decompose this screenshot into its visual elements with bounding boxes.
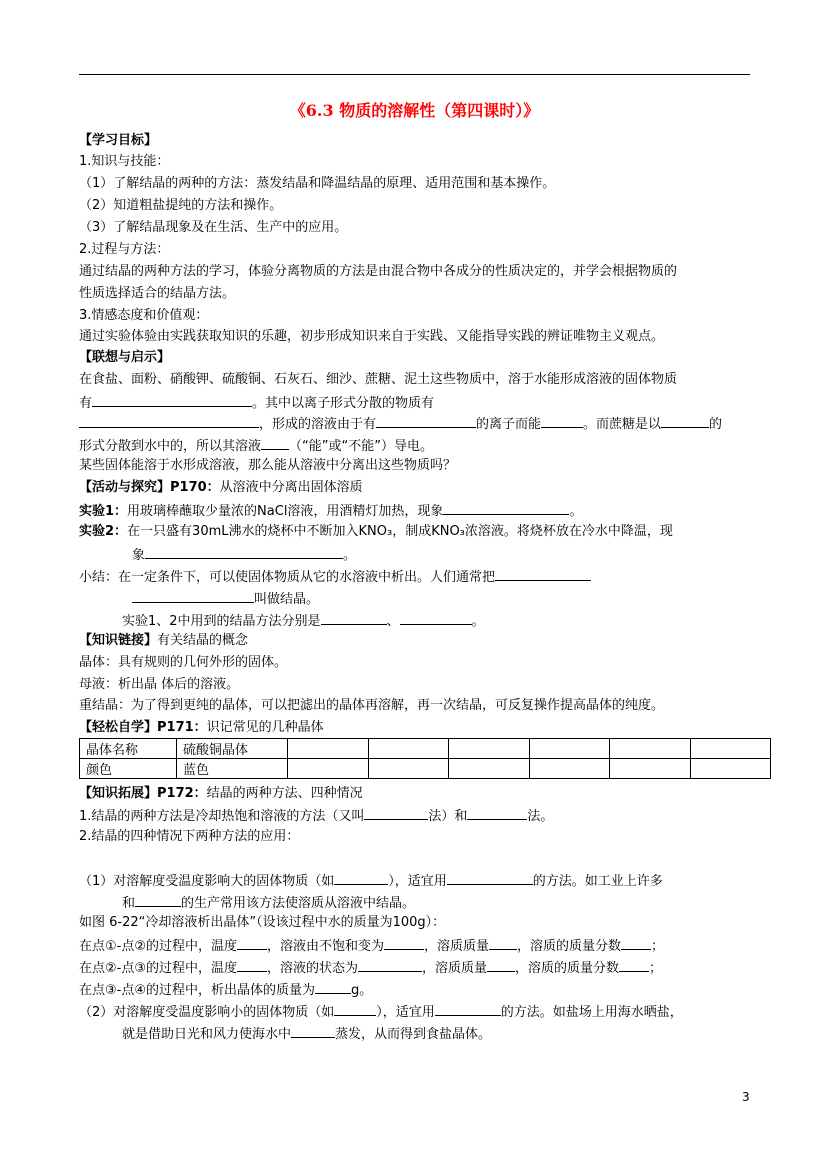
page-number: 3 xyxy=(742,1090,750,1104)
text-line: 2.结晶的四种情况下两种方法的应用： xyxy=(79,829,300,844)
text-line: 和 的生产常用该方法使溶质从溶液中结晶。 xyxy=(122,893,415,913)
answer-blank[interactable] xyxy=(79,414,259,428)
text-line: 在点②-点③的过程中，温度 ，溶液的状态为 ，溶质质量 ，溶质的质量分数 ； xyxy=(79,958,662,978)
answer-blank[interactable] xyxy=(621,936,651,950)
answer-blank[interactable] xyxy=(321,611,387,625)
text-line: 象 。 xyxy=(132,545,356,565)
table-cell: 蓝色 xyxy=(177,759,288,779)
text-line: 性质选择适合的结晶方法。 xyxy=(79,286,236,301)
table-cell xyxy=(449,739,530,759)
table-cell xyxy=(368,739,449,759)
answer-blank[interactable] xyxy=(443,501,569,515)
text-line: 实验1：用玻璃棒蘸取少量浓的NaCl溶液，用酒精灯加热，现象 。 xyxy=(79,501,582,521)
text-line: 3.情感态度和价值观： xyxy=(79,308,209,323)
text-line: 2.过程与方法： xyxy=(79,242,170,257)
answer-blank[interactable] xyxy=(364,806,428,820)
text-line: 小结：在一定条件下，可以使固体物质从它的水溶液中析出。人们通常把 xyxy=(79,567,591,587)
answer-blank[interactable] xyxy=(661,414,709,428)
section-heading-association: 【联想与启示】 xyxy=(79,350,171,365)
answer-blank[interactable] xyxy=(315,980,351,994)
table-cell xyxy=(449,759,530,779)
answer-blank[interactable] xyxy=(145,545,343,559)
text-line: 叫做结晶。 xyxy=(132,589,319,609)
answer-blank[interactable] xyxy=(92,393,252,407)
text-line: （1）对溶解度受温度影响大的固体物质（如 ），适宜用 的方法。如工业上许多 xyxy=(79,871,663,891)
text-line: 1.结晶的两种方法是冷却热饱和溶液的方法（又叫 法）和 法。 xyxy=(79,806,553,826)
text-line: 实验1、2中用到的结晶方法分别是 、 。 xyxy=(122,611,485,631)
answer-blank[interactable] xyxy=(261,436,289,450)
answer-blank[interactable] xyxy=(467,806,527,820)
text-line: 1.知识与技能： xyxy=(79,154,170,169)
text-line: ，形成的溶液由于有 的离子而能 。而蔗糖是以 的 xyxy=(79,414,722,434)
text-line: 【轻松自学】P171：识记常见的几种晶体 xyxy=(79,720,324,735)
table-cell xyxy=(288,759,369,779)
table-cell xyxy=(529,739,610,759)
text-line: （2）对溶解度受温度影响小的固体物质（如 ），适宜用 的方法。如盐场上用海水晒盐， xyxy=(79,1002,683,1022)
answer-blank[interactable] xyxy=(435,1002,501,1016)
table-cell xyxy=(690,739,771,759)
table-cell xyxy=(368,759,449,779)
text-line: 实验2：在一只盛有30mL沸水的烧杯中不断加入KNO₃，制成KNO₃浓溶液。将烧杯放在冷水中降温，现 xyxy=(79,524,673,539)
answer-blank[interactable] xyxy=(619,958,649,972)
text-line: 就是借助日光和风力使海水中 蒸发，从而得到食盐晶体。 xyxy=(122,1024,491,1044)
crystal-table xyxy=(79,738,771,779)
table-cell xyxy=(690,759,771,779)
text-line: 通过结晶的两种方法的学习，体验分离物质的方法是由混合物中各成分的性质决定的，并学会根据物质的 xyxy=(79,264,678,279)
text-line: 在食盐、面粉、硝酸钾、硫酸铜、石灰石、细沙、蔗糖、泥土这些物质中，溶于水能形成溶液的固体物质 xyxy=(79,372,678,387)
answer-blank[interactable] xyxy=(237,936,267,950)
text-line: 有 。其中以离子形式分散的物质有 xyxy=(79,393,434,413)
answer-blank[interactable] xyxy=(384,936,424,950)
answer-blank[interactable] xyxy=(135,893,181,907)
table-row xyxy=(80,759,771,779)
text-line: 在点③-点④的过程中，析出晶体的质量为 g。 xyxy=(79,980,372,1000)
answer-blank[interactable] xyxy=(376,414,476,428)
text-line: （1）了解结晶的两种的方法：蒸发结晶和降温结晶的原理、适用范围和基本操作。 xyxy=(79,176,556,191)
text-line: 【知识链接】有关结晶的概念 xyxy=(79,633,249,648)
text-line: 如图 6-22“冷却溶液析出晶体”（设该过程中水的质量为100g）： xyxy=(79,915,446,930)
answer-blank[interactable] xyxy=(334,871,388,885)
answer-blank[interactable] xyxy=(489,936,517,950)
table-cell xyxy=(610,739,691,759)
text-line: 【知识拓展】P172：结晶的两种方法、四种情况 xyxy=(79,786,363,801)
answer-blank[interactable] xyxy=(447,871,533,885)
section-heading-objectives: 【学习目标】 xyxy=(79,133,158,148)
table-cell: 硫酸铜晶体 xyxy=(177,739,288,759)
table-cell xyxy=(288,739,369,759)
text-line: 重结晶：为了得到更纯的晶体，可以把滤出的晶体再溶解，再一次结晶，可反复操作提高晶体的纯度。 xyxy=(79,698,665,713)
text-line: 【活动与探究】P170：从溶液中分离出固体溶质 xyxy=(79,480,363,495)
text-line: 晶体：具有规则的几何外形的固体。 xyxy=(79,655,288,670)
answer-blank[interactable] xyxy=(132,589,254,603)
answer-blank[interactable] xyxy=(400,611,472,625)
page-title: 《6.3 物质的溶解性（第四课时）》 xyxy=(289,101,540,120)
table-cell xyxy=(529,759,610,779)
text-line: 某些固体能溶于水形成溶液，那么能从溶液中分离出这些物质吗？ xyxy=(79,458,457,473)
header-rule xyxy=(79,74,750,75)
text-line: 在点①-点②的过程中，温度 ，溶液由不饱和变为 ，溶质质量 ，溶质的质量分数 ； xyxy=(79,936,664,956)
table-cell: 颜色 xyxy=(80,759,177,779)
text-line: 通过实验体验由实践获取知识的乐趣，初步形成知识来自于实践、又能指导实践的辨证唯物主义观点。 xyxy=(79,329,665,344)
text-line: 形式分散到水中的，所以其溶液 （“能”或“不能”）导电。 xyxy=(79,436,433,456)
answer-blank[interactable] xyxy=(358,958,422,972)
answer-blank[interactable] xyxy=(237,958,267,972)
text-line: （3）了解结晶现象及在生活、生产中的应用。 xyxy=(79,220,348,235)
answer-blank[interactable] xyxy=(487,958,515,972)
table-row xyxy=(80,739,771,759)
table-cell xyxy=(610,759,691,779)
text-line: 母液：析出晶 体后的溶液。 xyxy=(79,677,240,692)
answer-blank[interactable] xyxy=(291,1024,335,1038)
answer-blank[interactable] xyxy=(495,567,591,581)
text-line: （2）知道粗盐提纯的方法和操作。 xyxy=(79,198,283,213)
table-cell: 晶体名称 xyxy=(80,739,177,759)
answer-blank[interactable] xyxy=(334,1002,376,1016)
answer-blank[interactable] xyxy=(541,414,583,428)
